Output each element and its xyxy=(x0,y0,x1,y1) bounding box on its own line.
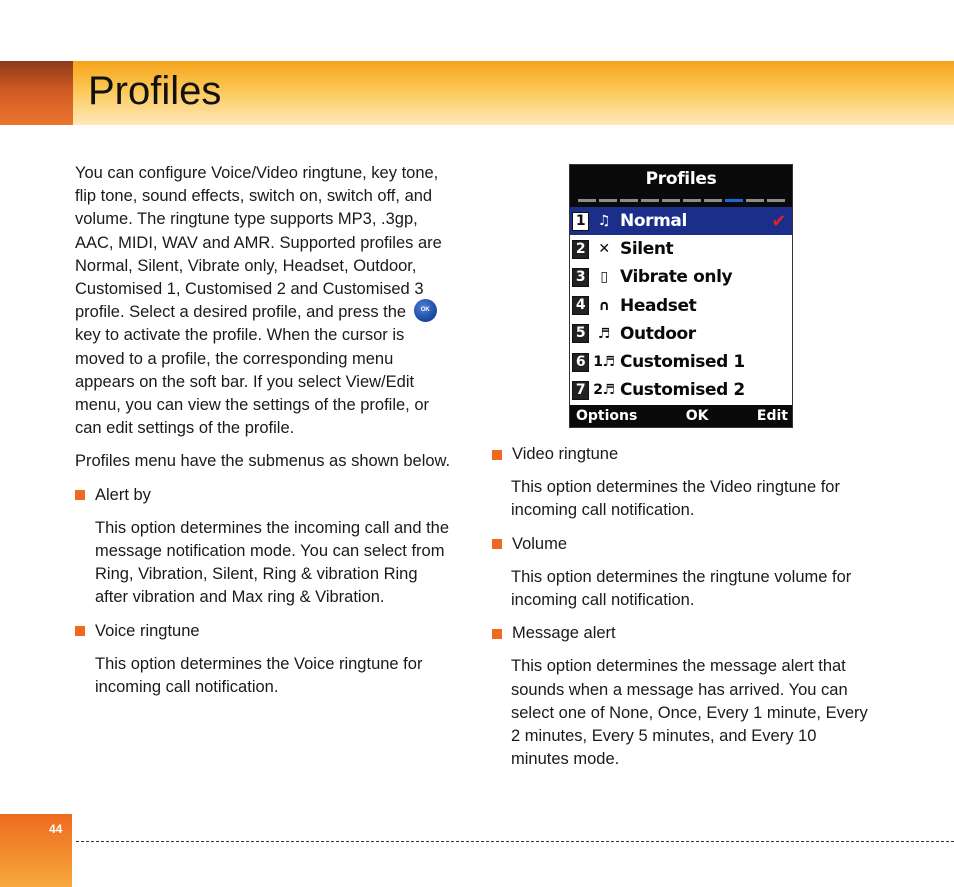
profile-number: 2 xyxy=(572,240,589,259)
ok-key-icon: OK xyxy=(414,299,437,322)
profile-label: Silent xyxy=(620,239,674,260)
profile-number: 3 xyxy=(572,268,589,287)
submenu-desc-alert-by: This option determines the incoming call and the message notification mode. You can select from Ring, Vibration, Silent, Ring & vibration Ring after vibration and Max ring & Vibration. xyxy=(95,518,450,607)
tab-indicator-dot xyxy=(725,199,743,202)
left-column xyxy=(75,162,455,709)
tab-indicator-dot xyxy=(578,199,596,202)
page-number: 44 xyxy=(49,822,63,836)
tab-indicator-dot xyxy=(599,199,617,202)
phone-profile-item[interactable] xyxy=(570,207,792,235)
submenu-heading-message-alert: Message alert xyxy=(492,622,877,645)
profile-number: 1 xyxy=(572,212,589,231)
phone-softkey-bar xyxy=(570,405,792,427)
bullet-square-icon xyxy=(492,539,502,549)
phone-profile-item[interactable] xyxy=(570,292,792,320)
softkey-edit[interactable]: Edit xyxy=(756,408,788,424)
profile-number: 7 xyxy=(572,381,589,400)
tab-indicator-dot xyxy=(620,199,638,202)
profile-label: Outdoor xyxy=(620,323,696,344)
custom1-icon: 1♬ xyxy=(593,354,615,371)
softkey-ok[interactable]: OK xyxy=(685,408,709,424)
submenu-desc-voice-ringtune: This option determines the Voice ringtune for incoming call notification. xyxy=(95,654,423,697)
profile-number: 5 xyxy=(572,324,589,343)
silent-icon: ✕ xyxy=(598,241,610,258)
phone-profile-item[interactable] xyxy=(570,235,792,263)
tab-indicator-dot xyxy=(746,199,764,202)
profile-label: Customised 1 xyxy=(620,352,745,373)
submenu-desc-volume: This option determines the ringtune volume for incoming call notification. xyxy=(511,567,852,610)
header-tab xyxy=(0,61,73,125)
submenu-desc-video-ringtune: This option determines the Video ringtune for incoming call notification. xyxy=(511,478,840,520)
profile-label: Normal xyxy=(620,211,687,232)
profile-number: 4 xyxy=(572,296,589,315)
submenu-desc-message-alert: This option determines the message alert that sounds when a message has arrived. You can select one of None, Once, Every 1 minute, Every 2 minutes, Every 5 minutes, and Every 10 minutes mode. xyxy=(511,657,868,769)
custom2-icon: 2♬ xyxy=(593,382,615,399)
phone-profile-item[interactable] xyxy=(570,348,792,376)
phone-tab-indicator xyxy=(570,194,792,207)
submenu-heading-volume: Volume xyxy=(492,533,877,556)
profile-label: Vibrate only xyxy=(620,267,733,288)
tab-indicator-dot xyxy=(704,199,722,202)
phone-screen xyxy=(569,164,793,428)
bullet-square-icon xyxy=(492,450,502,460)
phone-profile-list xyxy=(570,207,792,404)
tab-indicator-dot xyxy=(767,199,785,202)
profile-label: Headset xyxy=(620,295,697,316)
footer-dashed-rule xyxy=(76,841,954,842)
tab-indicator-dot xyxy=(662,199,680,202)
submenu-heading-video-ringtune: Video ringtune xyxy=(492,443,877,466)
vibrate-icon: ▯ xyxy=(600,269,608,286)
music-note-icon: ♫ xyxy=(597,213,611,230)
phone-profile-item[interactable] xyxy=(570,376,792,404)
bullet-square-icon xyxy=(75,490,85,500)
profile-number: 6 xyxy=(572,353,589,372)
bullet-square-icon xyxy=(75,626,85,636)
phone-profile-item[interactable] xyxy=(570,320,792,348)
phone-title: Profiles xyxy=(570,165,792,194)
submenu-heading-voice-ringtune: Voice ringtune xyxy=(75,620,455,643)
page-title: Profiles xyxy=(88,69,222,113)
bullet-square-icon xyxy=(492,629,502,639)
intro-paragraph: You can configure Voice/Video ringtune, key tone, flip tone, sound effects, switch on, switch off, and volume. The ringtune type supports MP3, .3gp, AAC, MIDI, WAV and AMR. Supported profiles are Normal, Silent, Vibrate only, Headset, Outdoor, Customised 1, Customised 2 and Customised 3 profile. Select a desired profile, and press the OK key to activate the profile. When the cursor is moved to a profile, the corresponding menu appears on the soft bar. If you select View/Edit menu, you can view the settings of the profile, or can edit settings of the profile. xyxy=(75,164,442,438)
checkmark-icon: ✔ xyxy=(771,210,786,232)
headset-icon: ∩ xyxy=(598,297,610,314)
right-column xyxy=(492,443,877,781)
outdoor-icon: ♬ xyxy=(597,325,611,342)
profile-label: Customised 2 xyxy=(620,380,745,401)
submenu-intro: Profiles menu have the submenus as shown below. xyxy=(75,452,451,471)
phone-profile-item[interactable] xyxy=(570,263,792,291)
softkey-options[interactable]: Options xyxy=(576,408,638,424)
submenu-heading-alert-by: Alert by xyxy=(75,484,455,507)
tab-indicator-dot xyxy=(641,199,659,202)
tab-indicator-dot xyxy=(683,199,701,202)
